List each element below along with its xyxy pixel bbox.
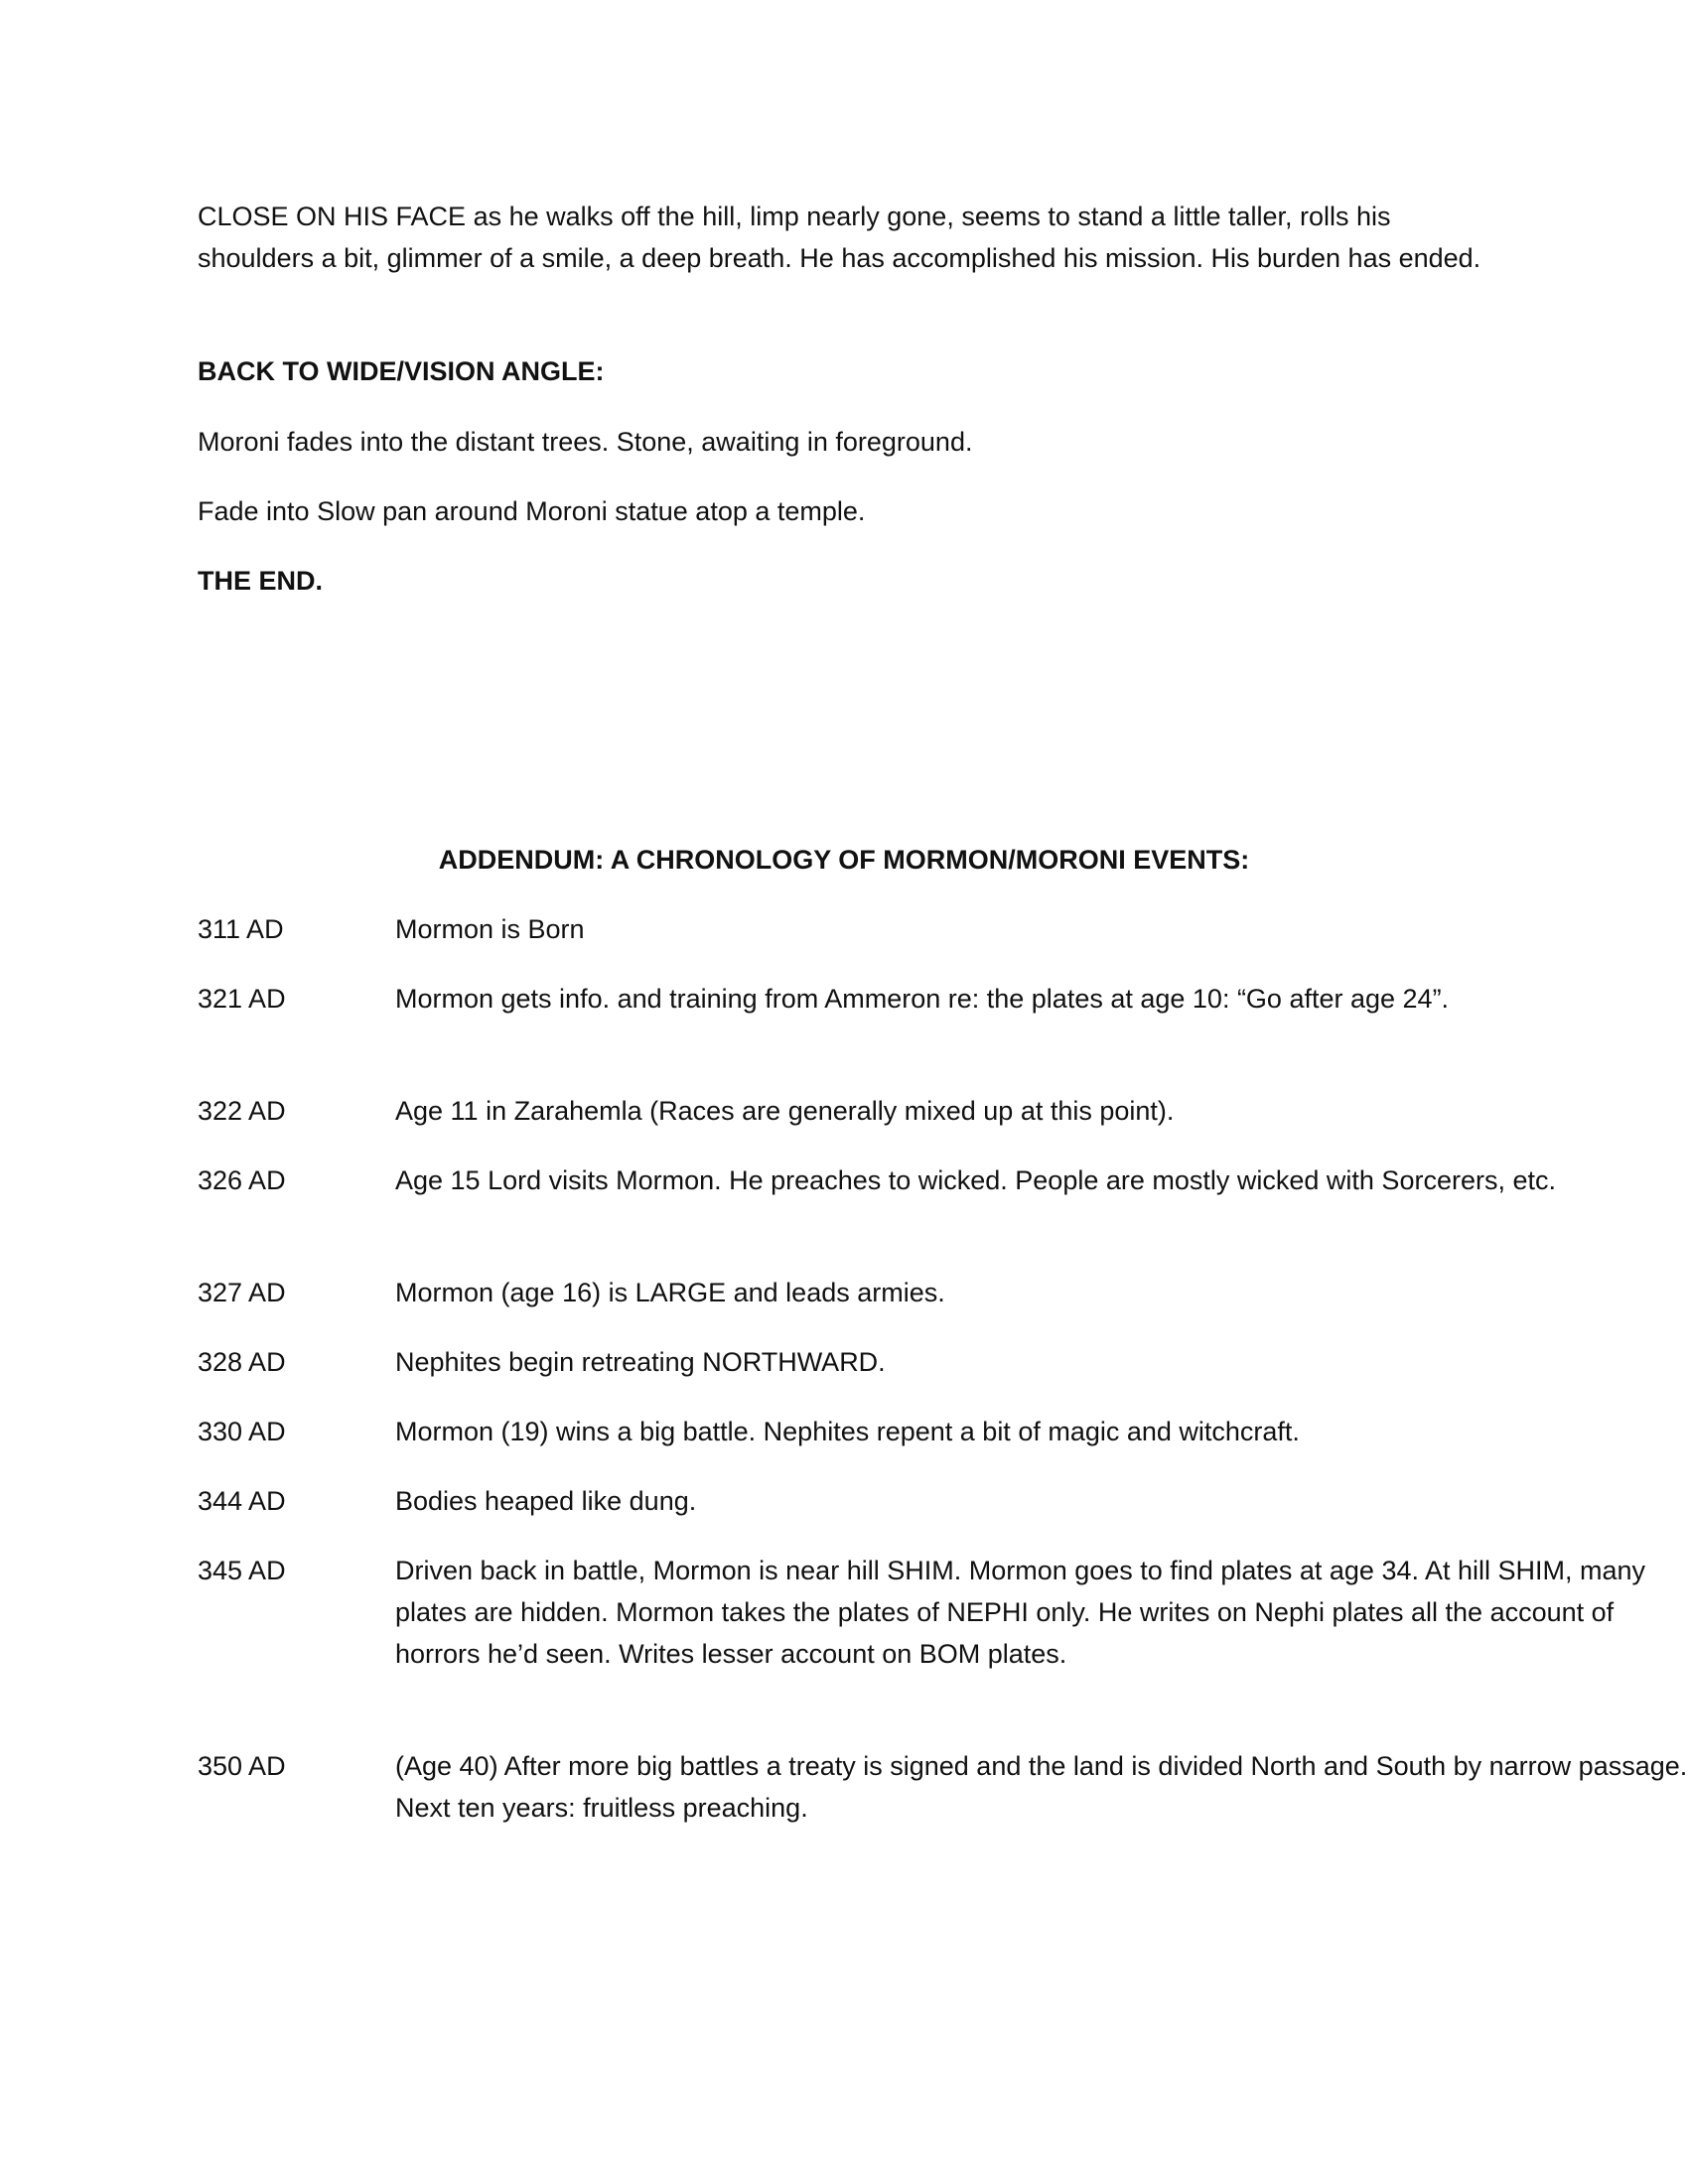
event-text: Mormon (age 16) is LARGE and leads armies. xyxy=(395,1278,945,1307)
event-text: Age 15 Lord visits Mormon. He preaches to wicked. People are mostly wicked with Sorcerers, etc. xyxy=(395,1165,1556,1195)
event-year: 321 AD xyxy=(198,984,286,1014)
event-year: 345 AD xyxy=(198,1556,286,1585)
event-year: 311 AD xyxy=(198,914,284,944)
event-year: 330 AD xyxy=(198,1417,286,1446)
event-text: Mormon (19) wins a big battle. Nephites repent a bit of magic and witchcraft. xyxy=(395,1417,1300,1446)
event-year: 344 AD xyxy=(198,1486,286,1516)
event-text: (Age 40) After more big battles a treaty is signed and the land is divided North and South by narrow passage. Next ten years: fruitless preaching. xyxy=(395,1751,1688,1823)
event-year: 326 AD xyxy=(198,1165,286,1195)
event-text: Age 11 in Zarahemla (Races are generally mixed up at this point). xyxy=(395,1096,1175,1126)
event-text: Mormon gets info. and training from Ammeron re: the plates at age 10: “Go after age 24”. xyxy=(395,984,1450,1014)
back-to-wide-heading: BACK TO WIDE/VISION ANGLE: xyxy=(198,356,605,386)
event-year: 328 AD xyxy=(198,1347,286,1377)
event-year: 327 AD xyxy=(198,1278,286,1307)
event-text: Bodies heaped like dung. xyxy=(395,1486,697,1516)
addendum-title: ADDENDUM: A CHRONOLOGY OF MORMON/MORONI EVENTS: xyxy=(438,845,1250,875)
event-text: Nephites begin retreating NORTHWARD. xyxy=(395,1347,886,1377)
event-year: 322 AD xyxy=(198,1096,286,1126)
the-end-heading: THE END. xyxy=(198,566,324,596)
event-year: 350 AD xyxy=(198,1751,286,1781)
close-on-face-paragraph: CLOSE ON HIS FACE as he walks off the hill, limp nearly gone, seems to stand a little taller, rolls his shoulders a bit, glimmer of a smile, a deep breath. He has accomplished his mission. His burden has ended. xyxy=(198,202,1481,273)
event-text: Driven back in battle, Mormon is near hill SHIM. Mormon goes to find plates at age 34. At hill SHIM, many plates are hidden. Mormon takes the plates of NEPHI only. He writes on Nephi plates all the account of horrors he’d seen. Writes lesser account on BOM plates. xyxy=(395,1556,1646,1669)
event-text: Mormon is Born xyxy=(395,914,585,944)
fade-into-paragraph: Fade into Slow pan around Moroni statue atop a temple. xyxy=(198,496,866,526)
moroni-fades-paragraph: Moroni fades into the distant trees. Stone, awaiting in foreground. xyxy=(198,427,973,457)
